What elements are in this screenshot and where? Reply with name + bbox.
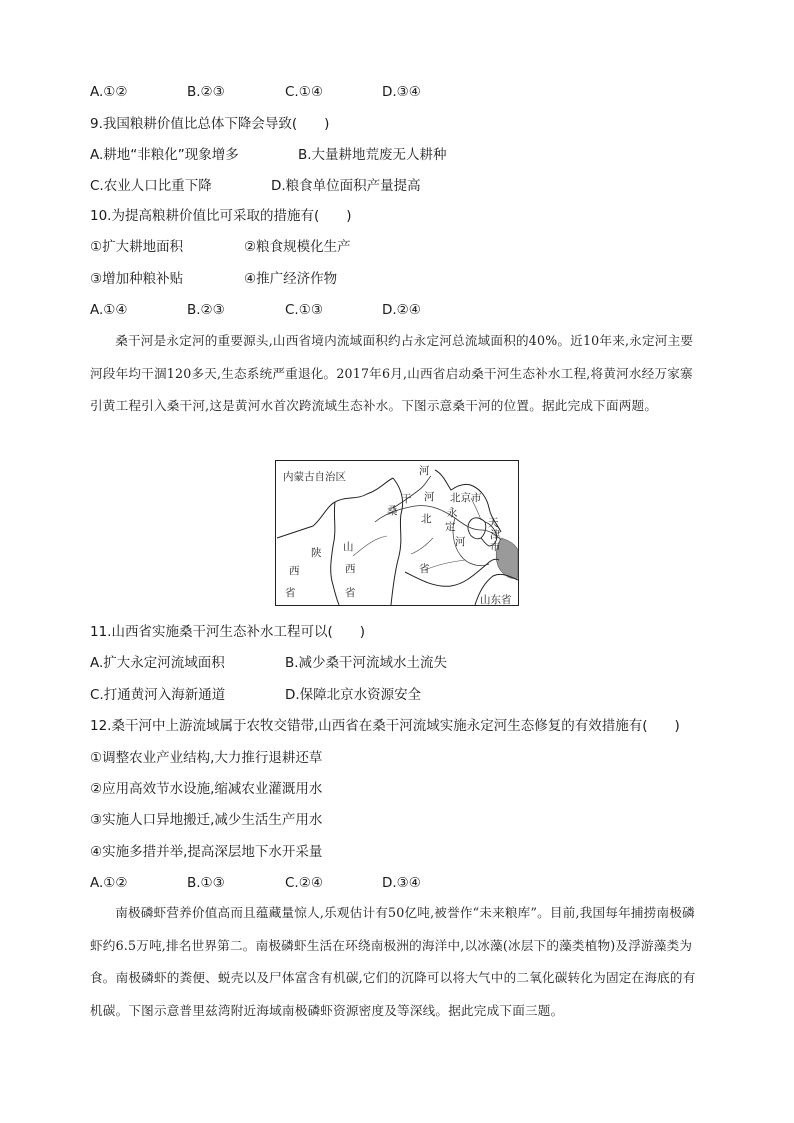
label-shaan: 陕 xyxy=(311,547,322,559)
passage-antarctic-krill xyxy=(90,897,702,1027)
q12-option-c: C.②④ xyxy=(285,875,323,891)
label-tianjin-3: 市 xyxy=(490,541,501,553)
q8-option-a: A.①② xyxy=(90,84,128,100)
q11-option-d: D.保障北京水资源安全 xyxy=(285,687,422,703)
q10-option-a: A.①④ xyxy=(90,302,128,318)
q12-item-1: ①调整农业产业结构,大力推行退耕还草 xyxy=(90,750,323,766)
q11-option-c: C.打通黄河入海新通道 xyxy=(90,687,226,703)
label-sang: 桑 xyxy=(387,505,398,517)
q9-option-d: D.粮食单位面积产量提高 xyxy=(271,178,421,194)
q10-option-c: C.①③ xyxy=(285,302,323,318)
q12-item-4: ④实施多措并举,提高深层地下水开采量 xyxy=(90,844,323,860)
label-shandong: 山东省 xyxy=(480,594,512,606)
label-tianjin-2: 津 xyxy=(490,529,501,541)
label-sheng: 省 xyxy=(285,587,296,599)
passage-1-text: 桑干河是永定河的重要源头,山西省境内流域面积约占永定河总流域面积的40%。近10年来,永定河主要河段年均干涸120多天,生态系统严重退化。2017年6月,山西省启动桑干河生态补水工程,将黄河水经万家寨引黄工程引入桑干河,这是黄河水首次跨流域生态补水。下图示意桑干河的位置。据此完成下面两题。 xyxy=(90,333,694,413)
q8-option-d: D.③④ xyxy=(382,84,421,100)
q10-item-2: ②粮食规模化生产 xyxy=(244,239,351,255)
label-he-river: 河 xyxy=(424,491,435,503)
q9-stem: 9.我国粮耕价值比总体下降会导致( ) xyxy=(90,116,330,132)
q12-option-b: B.①③ xyxy=(187,875,225,891)
label-bei: 北 xyxy=(421,513,432,525)
q11-option-b: B.减少桑干河流域水土流失 xyxy=(285,655,448,671)
q8-option-b: B.②③ xyxy=(187,84,225,100)
q11-stem: 11.山西省实施桑干河生态补水工程可以( ) xyxy=(90,624,366,640)
label-yong: 永 xyxy=(447,507,458,519)
q12-option-a: A.①② xyxy=(90,875,128,891)
q11-option-a: A.扩大永定河流域面积 xyxy=(90,655,225,671)
passage-2-text: 南极磷虾营养价值高而且蕴藏量惊人,乐观估计有50亿吨,被誉作“未来粮库”。目前,我国每年捕捞南极磷虾约6.5万吨,排名世界第二。南极磷虾生活在环绕南极洲的海洋中,以冰藻(冰层下的藻类植物)及浮游藻类为食。南极磷虾的粪便、蜕壳以及尸体富含有机碳,它们的沉降可以将大气中的二氧化碳转化为固定在海底的有机碳。下图示意普里兹湾附近海域南极磷虾资源密度及等深线。据此完成下面三题。 xyxy=(90,905,696,1018)
q9-option-c: C.农业人口比重下降 xyxy=(90,178,212,194)
q8-option-c: C.①④ xyxy=(285,84,323,100)
label-he2: 河 xyxy=(455,536,466,548)
label-ding: 定 xyxy=(445,521,456,533)
label-sheng2: 省 xyxy=(345,587,356,599)
q12-item-3: ③实施人口异地搬迁,减少生活生产用水 xyxy=(90,812,323,828)
label-xi2: 西 xyxy=(345,563,356,575)
q10-option-d: D.②④ xyxy=(382,302,421,318)
q12-item-2: ②应用高效节水设施,缩减农业灌溉用水 xyxy=(90,781,323,797)
q10-item-3: ③增加种粮补贴 xyxy=(90,271,184,287)
q10-item-4: ④推广经济作物 xyxy=(244,271,338,287)
label-shan: 山 xyxy=(343,541,354,553)
q10-item-1: ①扩大耕地面积 xyxy=(90,239,184,255)
label-xi: 西 xyxy=(289,565,300,577)
sanggan-river-map xyxy=(275,460,519,606)
q12-stem: 12.桑干河中上游流域属于农牧交错带,山西省在桑干河流域实施永定河生态修复的有效措施有( ) xyxy=(90,718,680,734)
label-he-top: 河 xyxy=(419,465,430,477)
q10-stem: 10.为提高粮耕价值比可采取的措施有( ) xyxy=(90,208,352,224)
passage-sanggan-river xyxy=(90,325,702,423)
q12-option-d: D.③④ xyxy=(382,875,421,891)
label-inner-mongolia: 内蒙古自治区 xyxy=(283,471,346,483)
label-tianjin-1: 天 xyxy=(488,517,499,529)
label-gan: 干 xyxy=(401,493,412,505)
q9-option-b: B.大量耕地荒废无人耕种 xyxy=(298,147,447,163)
q10-option-b: B.②③ xyxy=(187,302,225,318)
label-sheng3: 省 xyxy=(419,563,430,575)
label-beijing: 北京市 xyxy=(450,492,482,504)
q9-option-a: A.耕地“非粮化”现象增多 xyxy=(90,147,239,163)
